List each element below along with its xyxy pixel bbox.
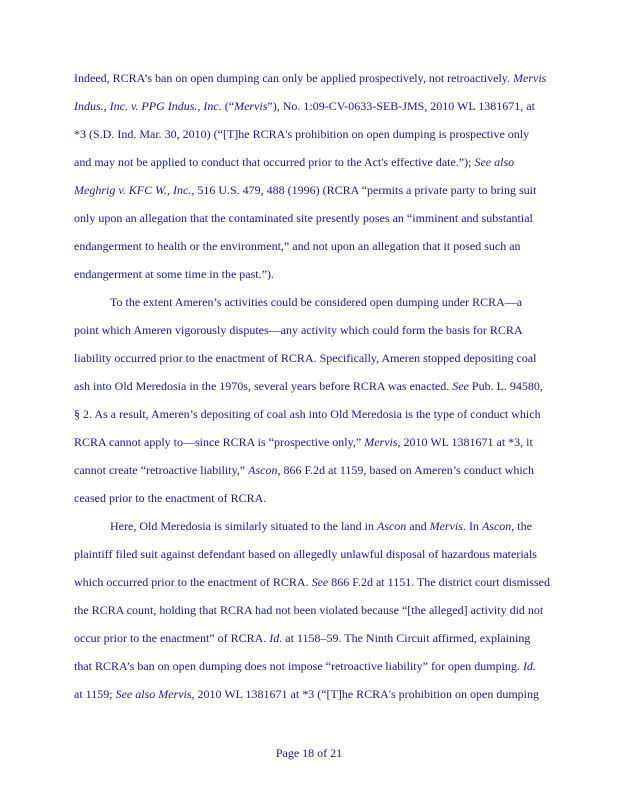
text-run: (“ bbox=[221, 99, 235, 113]
italic-citation-text: Id. bbox=[522, 659, 536, 673]
text-run: , the bbox=[511, 519, 532, 533]
italic-citation-text: See bbox=[311, 575, 329, 589]
body-line bbox=[74, 435, 533, 449]
italic-citation-text: Ascon bbox=[376, 519, 407, 533]
italic-citation-text: Meghrig v. KFC W., Inc. bbox=[74, 183, 192, 197]
body-line bbox=[74, 239, 521, 253]
body-line bbox=[74, 659, 536, 673]
paragraph-start-line bbox=[110, 295, 522, 309]
text-run: , 2010 WL 1381671 at *3 (“[T]he RCRA's prohibition on open dumping bbox=[191, 687, 540, 701]
text-run: § 2. As a result, Ameren’s depositing of coal ash into Old Meredosia is the type of conduct which bbox=[74, 407, 541, 421]
text-run: which occurred prior to the enactment of RCRA. bbox=[74, 575, 312, 589]
italic-citation-text: Mervis bbox=[513, 71, 547, 85]
body-line bbox=[74, 71, 546, 85]
body-line bbox=[74, 351, 536, 365]
body-line bbox=[74, 211, 533, 225]
body-line bbox=[74, 463, 534, 477]
text-run: Indeed, RCRA’s ban on open dumping can only be applied prospectively, not retroactively. bbox=[74, 71, 514, 85]
text-run: liability occurred prior to the enactment of RCRA. Specifically, Ameren stopped depositing coal bbox=[74, 351, 537, 365]
italic-citation-text: Id. bbox=[269, 631, 283, 645]
text-run: at 1159; bbox=[74, 687, 116, 701]
text-run: RCRA cannot apply to—since RCRA is “prospective only,” bbox=[74, 435, 365, 449]
text-run: occur prior to the enactment” of RCRA. bbox=[74, 631, 270, 645]
italic-citation-text: Indus., Inc. v. PPG Indus., Inc. bbox=[74, 99, 222, 113]
body-line bbox=[74, 407, 541, 421]
body-line bbox=[74, 183, 536, 197]
italic-citation-text: Mervis bbox=[234, 99, 268, 113]
text-run: only upon an allegation that the contaminated site presently poses an “imminent and substantial bbox=[74, 211, 533, 225]
text-run: endangerment at some time in the past.”). bbox=[74, 267, 274, 281]
italic-citation-text: See also bbox=[474, 155, 515, 169]
italic-citation-text: Mervis bbox=[364, 435, 398, 449]
italic-citation-text: Mervis bbox=[429, 519, 463, 533]
italic-citation-text: See bbox=[452, 379, 469, 393]
text-run: Pub. L. 94580, bbox=[468, 379, 543, 393]
body-line bbox=[74, 491, 266, 505]
text-run: *3 (S.D. Ind. Mar. 30, 2010) (“[T]he RCRA's prohibition on open dumping is prospective only bbox=[74, 127, 530, 141]
text-run: the RCRA count, holding that RCRA had not been violated because “[the alleged] activity did not bbox=[74, 603, 544, 617]
body-line bbox=[74, 575, 550, 589]
body-line bbox=[74, 99, 535, 113]
body-line bbox=[74, 155, 514, 169]
text-run: at 1158–59. The Ninth Circuit affirmed, explaining bbox=[282, 631, 531, 645]
text-run: plaintiff filed suit against defendant based on allegedly unlawful disposal of hazardous materials bbox=[74, 547, 537, 561]
italic-citation-text: Ascon bbox=[481, 519, 512, 533]
text-run: point which Ameren vigorously disputes—any activity which could form the basis for RCRA bbox=[74, 323, 523, 337]
text-run: that RCRA’s ban on open dumping does not impose “retroactive liability” for open dumping. bbox=[74, 659, 523, 673]
body-line bbox=[74, 603, 543, 617]
text-run: 866 F.2d at 1151. The district court dismissed bbox=[328, 575, 550, 589]
body-line bbox=[74, 687, 539, 701]
text-run: . In bbox=[462, 519, 482, 533]
body-line bbox=[74, 127, 529, 141]
text-run: ”), No. 1:09-CV-0633-SEB-JMS, 2010 WL 1381671, at bbox=[267, 99, 535, 113]
text-run: , 866 F.2d at 1159, based on Ameren’s conduct which bbox=[277, 463, 535, 477]
body-line bbox=[74, 379, 543, 393]
body-line bbox=[74, 267, 274, 281]
text-run: , 2010 WL 1381671 at *3, it bbox=[397, 435, 533, 449]
page-number-footer: Page 18 of 21 bbox=[275, 746, 343, 760]
body-line bbox=[74, 547, 537, 561]
text-run: endangerment to health or the environment,” and not upon an allegation that it posed such an bbox=[74, 239, 521, 253]
body-line bbox=[74, 631, 530, 645]
text-run: ash into Old Meredosia in the 1970s, several years before RCRA was enacted. bbox=[74, 379, 453, 393]
paragraph-start-line bbox=[110, 519, 532, 533]
text-run: To the extent Ameren’s activities could be considered open dumping under RCRA—a bbox=[110, 295, 523, 309]
text-run: and may not be applied to conduct that occurred prior to the Act's effective date.”); bbox=[74, 155, 475, 169]
text-run: ceased prior to the enactment of RCRA. bbox=[74, 491, 267, 505]
italic-citation-text: See also Mervis bbox=[115, 687, 192, 701]
text-run: and bbox=[406, 519, 430, 533]
text-run: cannot create “retroactive liability,” bbox=[74, 463, 249, 477]
text-run: , 516 U.S. 479, 488 (1996) (RCRA “permits a private party to bring suit bbox=[191, 183, 537, 197]
text-run: Here, Old Meredosia is similarly situated to the land in bbox=[110, 519, 377, 533]
body-line bbox=[74, 323, 523, 337]
italic-citation-text: Ascon bbox=[248, 463, 278, 477]
